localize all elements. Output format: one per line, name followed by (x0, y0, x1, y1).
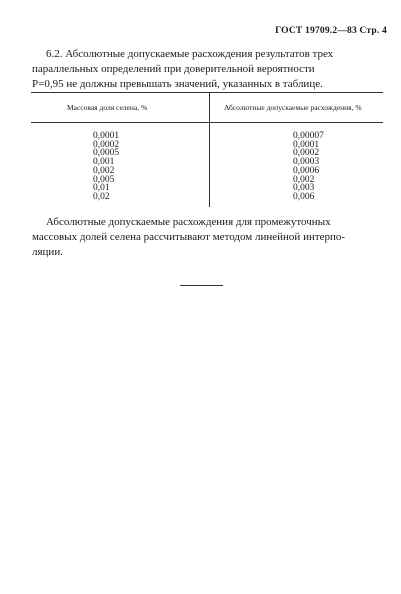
table-cell: 0,001 (93, 157, 115, 168)
end-rule (180, 285, 223, 286)
table-cell: 0,0005 (93, 148, 120, 159)
paragraph-line: параллельных определений при доверительной вероятности (32, 63, 315, 75)
table-cell: 0,01 (93, 183, 110, 194)
paragraph-line: 6.2. Абсолютные допускаемые расхождения результатов трех (46, 48, 334, 60)
paragraph-line: ляции. (32, 246, 63, 258)
paragraph-line: Абсолютные допускаемые расхождения для промежуточных (46, 216, 331, 228)
page-header: ГОСТ 19709.2—83 Стр. 4 (275, 26, 387, 36)
tolerance-table (31, 92, 383, 207)
table-cell: 0,002 (293, 174, 315, 185)
table-cell: 0,0001 (293, 139, 320, 150)
table-cell: 0,0006 (293, 165, 320, 176)
section-paragraph (32, 47, 383, 92)
table-cell: 0,00007 (293, 131, 324, 141)
table-top-rule (31, 92, 383, 93)
paragraph-line: P=0,95 не должны превышать значений, указанных в таблице. (32, 78, 323, 90)
table-column-divider (209, 122, 210, 207)
table-cell: 0,006 (293, 191, 315, 202)
table-cell: 0,02 (93, 191, 110, 202)
column-tolerance (293, 132, 324, 202)
table-cell: 0,0001 (93, 131, 120, 141)
column-header-tolerance: Абсолютные допускаемые расхождения, % (224, 103, 362, 112)
paragraph-line: массовых долей селена рассчитывают методом линейной интерпо- (32, 231, 346, 243)
note-paragraph (32, 215, 383, 260)
column-header-selenium-fraction: Массовая доля селена, % (67, 103, 148, 112)
table-cell: 0,002 (93, 165, 115, 176)
table-cell: 0,0002 (293, 148, 320, 159)
table-cell: 0,0003 (293, 157, 320, 168)
column-selenium-fraction (93, 132, 119, 202)
table-cell: 0,003 (293, 183, 315, 194)
table-header-rule (31, 122, 383, 123)
table-cell: 0,005 (93, 174, 115, 185)
table-cell: 0,0002 (93, 139, 120, 150)
table-header-divider (209, 92, 210, 122)
